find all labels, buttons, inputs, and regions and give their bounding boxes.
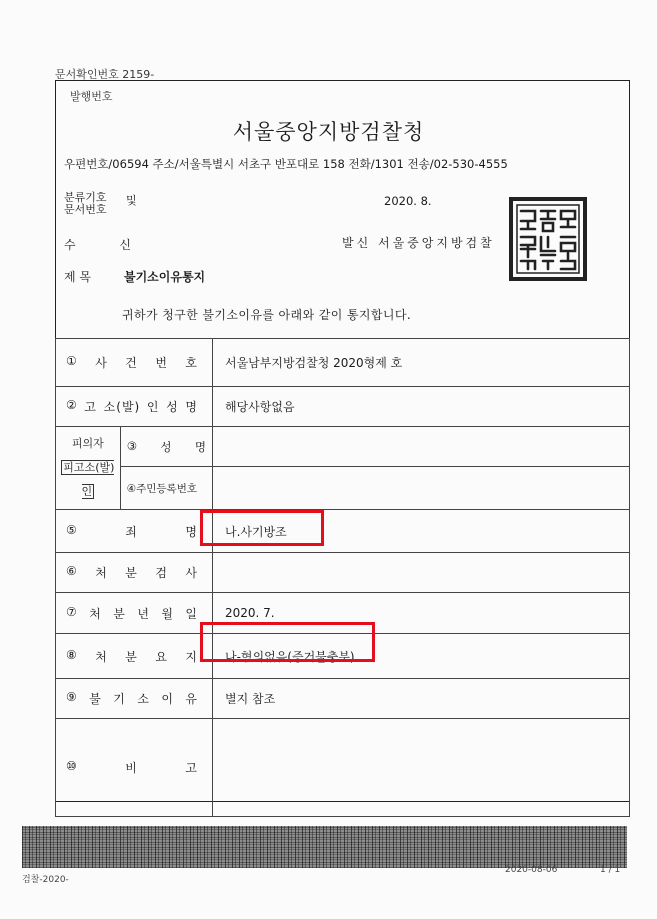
classification-label-line1: 분류기호 — [64, 191, 107, 204]
disposition-summary-value: 나-혐의없음(증거불충분) — [213, 634, 630, 679]
suspect-label: 피의자 피고소(발)인 — [56, 427, 121, 510]
document-date: 2020. 8. — [384, 194, 432, 208]
disposition-date-value: 2020. 7. — [213, 593, 630, 634]
official-seal-stamp — [509, 197, 587, 281]
table-row — [56, 510, 630, 553]
table-row — [56, 427, 630, 467]
suspect-name-label: ③ 성 명 — [120, 427, 212, 467]
classification-conjunction: 및 — [126, 194, 137, 207]
table-row — [56, 553, 630, 593]
highlight-box-charge — [200, 510, 324, 546]
complainant-label: ② 고 소(발) 인 성 명 — [56, 387, 213, 427]
charge-value: 나.사기방조 — [213, 510, 630, 553]
disposition-date-label: ⑦ 처 분 년 월 일 — [56, 593, 213, 634]
non-indictment-reason-value: 별지 참조 — [213, 679, 630, 719]
subject-value: 불기소이유통지 — [124, 270, 206, 284]
table-row — [56, 339, 630, 387]
footer-document-code: 검찰-2020- — [22, 875, 69, 885]
suspect-name-value — [213, 427, 630, 467]
non-indictment-reason-label: ⑨ 불 기 소 이 유 — [56, 679, 213, 719]
remarks-value — [213, 719, 630, 817]
table-row — [56, 679, 630, 719]
disposition-summary-label: ⑧ 처 분 요 지 — [56, 634, 213, 679]
agency-address: 우편번호/06594 주소/서울특별시 서초구 반포대로 158 전화/1301 전송/02-530-4555 — [64, 157, 508, 171]
prosecutor-value — [213, 553, 630, 593]
subject-label: 제 목 — [64, 270, 91, 284]
remarks-label: ⑩ 비 고 — [56, 719, 213, 817]
table-row — [56, 719, 630, 817]
classification-label — [64, 192, 107, 216]
prosecutor-label: ⑥ 처 분 검 사 — [56, 553, 213, 593]
charge-label: ⑤ 죄 명 — [56, 510, 213, 553]
recipient-label: 수 신 — [64, 238, 151, 252]
table-row — [56, 387, 630, 427]
document-barcode-strip — [22, 826, 627, 868]
issue-number-label: 발행번호 — [70, 90, 113, 103]
sender-line: 발신 서울중앙지방검찰 — [342, 236, 495, 250]
suspect-id-value — [213, 467, 630, 510]
footer-page-number: 1 / 1 — [600, 865, 621, 875]
case-number-label: ① 사 건 번 호 — [56, 339, 213, 387]
classification-label-line2: 문서번호 — [64, 203, 107, 216]
table-row — [56, 467, 630, 510]
notice-table — [55, 338, 630, 817]
agency-title: 서울중앙지방검찰청 — [232, 120, 425, 144]
footer-print-date: 2020-08-06 — [505, 865, 558, 875]
suspect-id-label: ④주민등록번호 — [120, 467, 212, 510]
highlight-box-disposition — [200, 622, 375, 662]
document-confirm-number: 문서확인번호 2159- — [55, 68, 155, 81]
complainant-value: 해당사항없음 — [213, 387, 630, 427]
intro-sentence: 귀하가 청구한 불기소이유를 아래와 같이 통지합니다. — [122, 308, 412, 322]
case-number-value: 서울남부지방검찰청 2020형제 호 — [213, 339, 630, 387]
